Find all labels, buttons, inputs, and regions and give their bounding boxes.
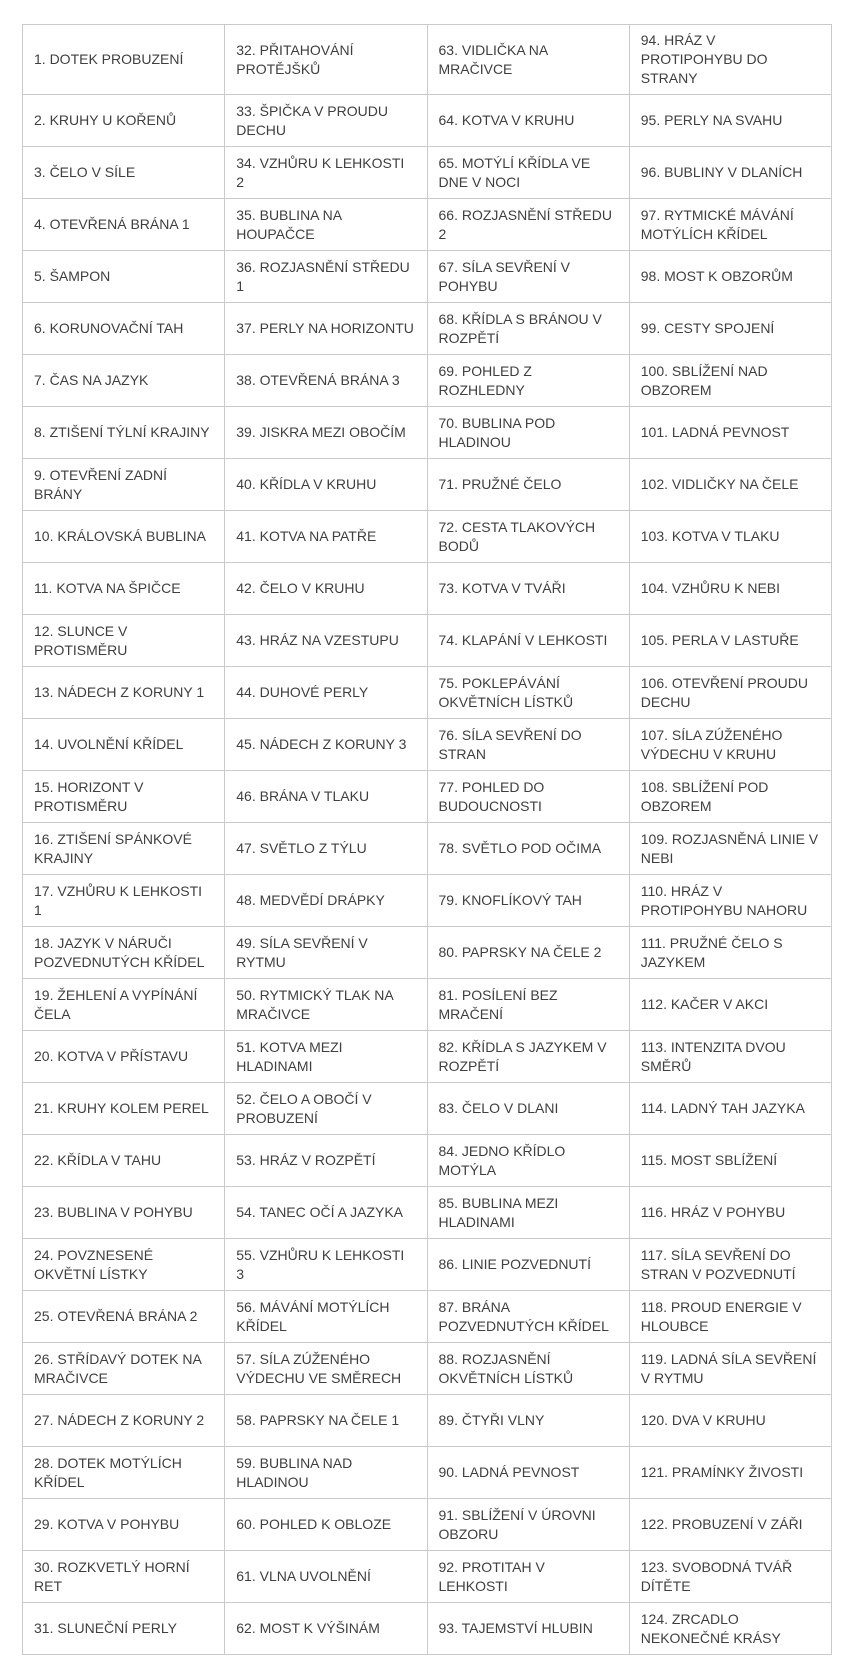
table-cell: 85. BUBLINA MEZI HLADINAMI — [427, 1187, 629, 1239]
table-row — [23, 459, 832, 511]
table-cell: 101. LADNÁ PEVNOST — [629, 407, 831, 459]
table-cell: 30. ROZKVETLÝ HORNÍ RET — [23, 1551, 225, 1603]
table-cell: 87. BRÁNA POZVEDNUTÝCH KŘÍDEL — [427, 1291, 629, 1343]
table-row — [23, 1031, 832, 1083]
table-cell: 31. SLUNEČNÍ PERLY — [23, 1603, 225, 1655]
table-row — [23, 1187, 832, 1239]
table-row — [23, 927, 832, 979]
table-cell: 17. VZHŮRU K LEHKOSTI 1 — [23, 875, 225, 927]
table-row — [23, 1135, 832, 1187]
table-cell: 111. PRUŽNÉ ČELO S JAZYKEM — [629, 927, 831, 979]
table-cell: 22. KŘÍDLA V TAHU — [23, 1135, 225, 1187]
table-cell: 99. CESTY SPOJENÍ — [629, 303, 831, 355]
table-row — [23, 1291, 832, 1343]
table-cell: 71. PRUŽNÉ ČELO — [427, 459, 629, 511]
table-cell: 19. ŽEHLENÍ A VYPÍNÁNÍ ČELA — [23, 979, 225, 1031]
table-cell: 94. HRÁZ V PROTIPOHYBU DO STRANY — [629, 25, 831, 95]
table-row — [23, 407, 832, 459]
table-cell: 122. PROBUZENÍ V ZÁŘI — [629, 1499, 831, 1551]
table-cell: 52. ČELO A OBOČÍ V PROBUZENÍ — [225, 1083, 427, 1135]
table-cell: 66. ROZJASNĚNÍ STŘEDU 2 — [427, 199, 629, 251]
table-cell: 4. OTEVŘENÁ BRÁNA 1 — [23, 199, 225, 251]
table-cell: 10. KRÁLOVSKÁ BUBLINA — [23, 511, 225, 563]
table-cell: 21. KRUHY KOLEM PEREL — [23, 1083, 225, 1135]
table-cell: 80. PAPRSKY NA ČELE 2 — [427, 927, 629, 979]
table-cell: 79. KNOFLÍKOVÝ TAH — [427, 875, 629, 927]
table-cell: 47. SVĚTLO Z TÝLU — [225, 823, 427, 875]
table-cell: 39. JISKRA MEZI OBOČÍM — [225, 407, 427, 459]
table-row — [23, 1083, 832, 1135]
table-cell: 43. HRÁZ NA VZESTUPU — [225, 615, 427, 667]
table-cell: 23. BUBLINA V POHYBU — [23, 1187, 225, 1239]
table-cell: 78. SVĚTLO POD OČIMA — [427, 823, 629, 875]
table-cell: 6. KORUNOVAČNÍ TAH — [23, 303, 225, 355]
table-cell: 54. TANEC OČÍ A JAZYKA — [225, 1187, 427, 1239]
table-cell: 98. MOST K OBZORŮM — [629, 251, 831, 303]
table-cell: 42. ČELO V KRUHU — [225, 563, 427, 615]
table-cell: 84. JEDNO KŘÍDLO MOTÝLA — [427, 1135, 629, 1187]
table-row — [23, 511, 832, 563]
table-cell: 33. ŠPIČKA V PROUDU DECHU — [225, 95, 427, 147]
table-cell: 45. NÁDECH Z KORUNY 3 — [225, 719, 427, 771]
table-cell: 93. TAJEMSTVÍ HLUBIN — [427, 1603, 629, 1655]
table-cell: 24. POVZNESENÉ OKVĚTNÍ LÍSTKY — [23, 1239, 225, 1291]
table-cell: 26. STŘÍDAVÝ DOTEK NA MRAČIVCE — [23, 1343, 225, 1395]
table-cell: 37. PERLY NA HORIZONTU — [225, 303, 427, 355]
table-cell: 70. BUBLINA POD HLADINOU — [427, 407, 629, 459]
table-cell: 15. HORIZONT V PROTISMĚRU — [23, 771, 225, 823]
table-cell: 95. PERLY NA SVAHU — [629, 95, 831, 147]
table-cell: 110. HRÁZ V PROTIPOHYBU NAHORU — [629, 875, 831, 927]
table-cell: 59. BUBLINA NAD HLADINOU — [225, 1447, 427, 1499]
table-cell: 58. PAPRSKY NA ČELE 1 — [225, 1395, 427, 1447]
table-cell: 41. KOTVA NA PATŘE — [225, 511, 427, 563]
table-row — [23, 615, 832, 667]
table-cell: 36. ROZJASNĚNÍ STŘEDU 1 — [225, 251, 427, 303]
table-row — [23, 563, 832, 615]
table-row — [23, 303, 832, 355]
table-cell: 5. ŠAMPON — [23, 251, 225, 303]
table-cell: 67. SÍLA SEVŘENÍ V POHYBU — [427, 251, 629, 303]
table-cell: 115. MOST SBLÍŽENÍ — [629, 1135, 831, 1187]
exercise-list — [22, 24, 832, 1655]
table-cell: 105. PERLA V LASTUŘE — [629, 615, 831, 667]
table-cell: 56. MÁVÁNÍ MOTÝLÍCH KŘÍDEL — [225, 1291, 427, 1343]
table-cell: 107. SÍLA ZÚŽENÉHO VÝDECHU V KRUHU — [629, 719, 831, 771]
table-row — [23, 1395, 832, 1447]
table-cell: 64. KOTVA V KRUHU — [427, 95, 629, 147]
table-cell: 18. JAZYK V NÁRUČI POZVEDNUTÝCH KŘÍDEL — [23, 927, 225, 979]
table-cell: 65. MOTÝLÍ KŘÍDLA VE DNE V NOCI — [427, 147, 629, 199]
table-cell: 28. DOTEK MOTÝLÍCH KŘÍDEL — [23, 1447, 225, 1499]
table-cell: 55. VZHŮRU K LEHKOSTI 3 — [225, 1239, 427, 1291]
table-cell: 109. ROZJASNĚNÁ LINIE V NEBI — [629, 823, 831, 875]
table-cell: 124. ZRCADLO NEKONEČNÉ KRÁSY — [629, 1603, 831, 1655]
table-cell: 74. KLAPÁNÍ V LEHKOSTI — [427, 615, 629, 667]
table-cell: 8. ZTIŠENÍ TÝLNÍ KRAJINY — [23, 407, 225, 459]
table-cell: 104. VZHŮRU K NEBI — [629, 563, 831, 615]
table-row — [23, 1551, 832, 1603]
table-cell: 16. ZTIŠENÍ SPÁNKOVÉ KRAJINY — [23, 823, 225, 875]
table-cell: 81. POSÍLENÍ BEZ MRAČENÍ — [427, 979, 629, 1031]
table-cell: 118. PROUD ENERGIE V HLOUBCE — [629, 1291, 831, 1343]
table-cell: 100. SBLÍŽENÍ NAD OBZOREM — [629, 355, 831, 407]
table-cell: 116. HRÁZ V POHYBU — [629, 1187, 831, 1239]
table-row — [23, 979, 832, 1031]
table-cell: 76. SÍLA SEVŘENÍ DO STRAN — [427, 719, 629, 771]
table-cell: 97. RYTMICKÉ MÁVÁNÍ MOTÝLÍCH KŘÍDEL — [629, 199, 831, 251]
table-cell: 69. POHLED Z ROZHLEDNY — [427, 355, 629, 407]
table-cell: 108. SBLÍŽENÍ POD OBZOREM — [629, 771, 831, 823]
table-cell: 123. SVOBODNÁ TVÁŘ DÍTĚTE — [629, 1551, 831, 1603]
table-cell: 62. MOST K VÝŠINÁM — [225, 1603, 427, 1655]
table-cell: 82. KŘÍDLA S JAZYKEM V ROZPĚTÍ — [427, 1031, 629, 1083]
table-cell: 120. DVA V KRUHU — [629, 1395, 831, 1447]
table-cell: 57. SÍLA ZÚŽENÉHO VÝDECHU VE SMĚRECH — [225, 1343, 427, 1395]
table-cell: 119. LADNÁ SÍLA SEVŘENÍ V RYTMU — [629, 1343, 831, 1395]
table-cell: 73. KOTVA V TVÁŘI — [427, 563, 629, 615]
table-cell: 112. KAČER V AKCI — [629, 979, 831, 1031]
table-cell: 46. BRÁNA V TLAKU — [225, 771, 427, 823]
table-row — [23, 823, 832, 875]
table-cell: 9. OTEVŘENÍ ZADNÍ BRÁNY — [23, 459, 225, 511]
table-row — [23, 771, 832, 823]
table-cell: 103. KOTVA V TLAKU — [629, 511, 831, 563]
table-cell: 90. LADNÁ PEVNOST — [427, 1447, 629, 1499]
table-cell: 44. DUHOVÉ PERLY — [225, 667, 427, 719]
table-cell: 27. NÁDECH Z KORUNY 2 — [23, 1395, 225, 1447]
table-cell: 117. SÍLA SEVŘENÍ DO STRAN V POZVEDNUTÍ — [629, 1239, 831, 1291]
table-cell: 49. SÍLA SEVŘENÍ V RYTMU — [225, 927, 427, 979]
table-cell: 11. KOTVA NA ŠPIČCE — [23, 563, 225, 615]
table-cell: 75. POKLEPÁVÁNÍ OKVĚTNÍCH LÍSTKŮ — [427, 667, 629, 719]
table-cell: 89. ČTYŘI VLNY — [427, 1395, 629, 1447]
table-row — [23, 25, 832, 95]
table-cell: 13. NÁDECH Z KORUNY 1 — [23, 667, 225, 719]
table-cell: 1. DOTEK PROBUZENÍ — [23, 25, 225, 95]
table-cell: 34. VZHŮRU K LEHKOSTI 2 — [225, 147, 427, 199]
table-row — [23, 1603, 832, 1655]
table-cell: 113. INTENZITA DVOU SMĚRŮ — [629, 1031, 831, 1083]
table-cell: 72. CESTA TLAKOVÝCH BODŮ — [427, 511, 629, 563]
table-cell: 88. ROZJASNĚNÍ OKVĚTNÍCH LÍSTKŮ — [427, 1343, 629, 1395]
table-cell: 29. KOTVA V POHYBU — [23, 1499, 225, 1551]
table-row — [23, 875, 832, 927]
table-cell: 51. KOTVA MEZI HLADINAMI — [225, 1031, 427, 1083]
table-row — [23, 251, 832, 303]
table-row — [23, 95, 832, 147]
table-cell: 106. OTEVŘENÍ PROUDU DECHU — [629, 667, 831, 719]
table-cell: 61. VLNA UVOLNĚNÍ — [225, 1551, 427, 1603]
table-cell: 38. OTEVŘENÁ BRÁNA 3 — [225, 355, 427, 407]
table-cell: 14. UVOLNĚNÍ KŘÍDEL — [23, 719, 225, 771]
table-cell: 12. SLUNCE V PROTISMĚRU — [23, 615, 225, 667]
table-cell: 60. POHLED K OBLOZE — [225, 1499, 427, 1551]
table-cell: 35. BUBLINA NA HOUPAČCE — [225, 199, 427, 251]
table-cell: 32. PŘITAHOVÁNÍ PROTĚJŠKŮ — [225, 25, 427, 95]
table-cell: 40. KŘÍDLA V KRUHU — [225, 459, 427, 511]
table-row — [23, 1499, 832, 1551]
table-cell: 53. HRÁZ V ROZPĚTÍ — [225, 1135, 427, 1187]
table-cell: 7. ČAS NA JAZYK — [23, 355, 225, 407]
table-row — [23, 355, 832, 407]
table-row — [23, 719, 832, 771]
table-cell: 102. VIDLIČKY NA ČELE — [629, 459, 831, 511]
table-row — [23, 1447, 832, 1499]
table-cell: 48. MEDVĚDÍ DRÁPKY — [225, 875, 427, 927]
table-row — [23, 1343, 832, 1395]
exercise-list-table — [22, 24, 832, 1655]
table-row — [23, 199, 832, 251]
table-cell: 3. ČELO V SÍLE — [23, 147, 225, 199]
table-row — [23, 147, 832, 199]
table-cell: 2. KRUHY U KOŘENŮ — [23, 95, 225, 147]
table-cell: 50. RYTMICKÝ TLAK NA MRAČIVCE — [225, 979, 427, 1031]
exercise-list-body — [23, 25, 832, 1655]
table-cell: 114. LADNÝ TAH JAZYKA — [629, 1083, 831, 1135]
table-cell: 96. BUBLINY V DLANÍCH — [629, 147, 831, 199]
table-cell: 63. VIDLIČKA NA MRAČIVCE — [427, 25, 629, 95]
table-cell: 86. LINIE POZVEDNUTÍ — [427, 1239, 629, 1291]
table-row — [23, 1239, 832, 1291]
table-cell: 68. KŘÍDLA S BRÁNOU V ROZPĚTÍ — [427, 303, 629, 355]
table-cell: 20. KOTVA V PŘÍSTAVU — [23, 1031, 225, 1083]
table-cell: 121. PRAMÍNKY ŽIVOSTI — [629, 1447, 831, 1499]
table-cell: 83. ČELO V DLANI — [427, 1083, 629, 1135]
table-cell: 77. POHLED DO BUDOUCNOSTI — [427, 771, 629, 823]
table-row — [23, 667, 832, 719]
table-cell: 91. SBLÍŽENÍ V ÚROVNI OBZORU — [427, 1499, 629, 1551]
table-cell: 25. OTEVŘENÁ BRÁNA 2 — [23, 1291, 225, 1343]
table-cell: 92. PROTITAH V LEHKOSTI — [427, 1551, 629, 1603]
